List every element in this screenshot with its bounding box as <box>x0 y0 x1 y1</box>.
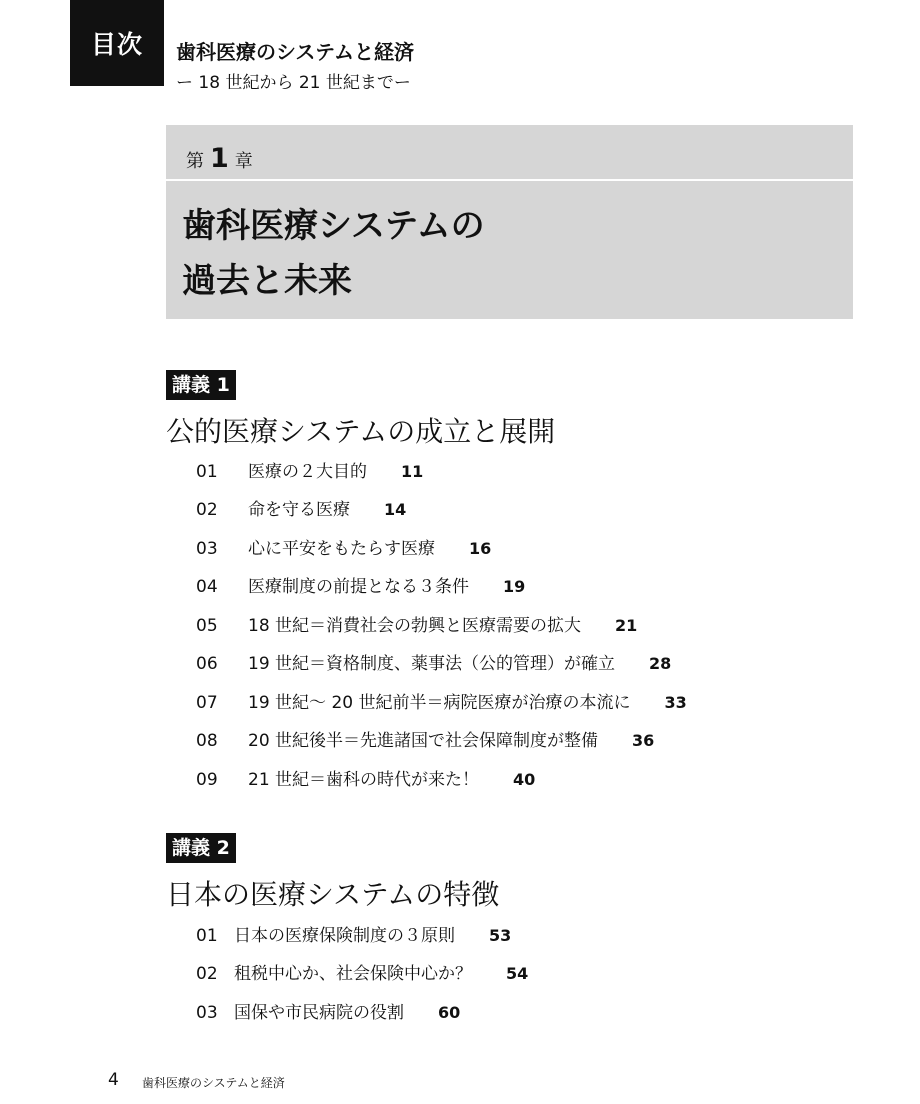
entry-number: 08 <box>196 731 218 751</box>
chapter-suffix: 章 <box>234 151 253 172</box>
toc-entry[interactable] <box>196 495 406 520</box>
footer-page-number: 4 <box>108 1070 119 1090</box>
chapter-title-line: 歯科医療システムの <box>182 206 485 246</box>
entry-title: 医療制度の前提となる３条件 <box>248 577 469 597</box>
entry-number: 02 <box>196 964 218 984</box>
entry-number: 03 <box>196 1003 218 1023</box>
entry-number: 02 <box>196 500 218 520</box>
toc-entry[interactable] <box>196 611 637 636</box>
lecture-badge: 講義 1 <box>166 370 236 400</box>
toc-entry[interactable] <box>196 572 525 597</box>
book-subtitle: ー 18 世紀から 21 世紀までー <box>176 73 411 93</box>
book-title: 歯科医療のシステムと経済 <box>176 40 414 64</box>
toc-entry[interactable] <box>196 765 535 790</box>
entry-number: 05 <box>196 616 218 636</box>
entry-number: 04 <box>196 577 218 597</box>
entry-number: 01 <box>196 926 218 946</box>
toc-entry[interactable] <box>196 998 460 1023</box>
entry-page: 19 <box>503 577 526 596</box>
toc-tab-label: 目次 <box>90 30 143 59</box>
entry-title: 心に平安をもたらす医療 <box>248 539 435 559</box>
entry-page: 60 <box>438 1003 461 1022</box>
entry-page: 54 <box>506 964 529 983</box>
toc-entry[interactable] <box>196 959 528 984</box>
lecture-title: 日本の医療システムの特徴 <box>166 878 500 911</box>
chapter-heading-box <box>166 125 853 319</box>
toc-entry[interactable] <box>196 726 654 751</box>
entry-page: 28 <box>649 654 672 673</box>
lecture-title: 公的医療システムの成立と展開 <box>166 415 556 448</box>
entry-page: 11 <box>401 462 424 481</box>
entry-title: 医療の２大目的 <box>248 462 367 482</box>
entry-page: 21 <box>615 616 638 635</box>
entry-number: 01 <box>196 462 218 482</box>
toc-entry[interactable] <box>196 688 687 713</box>
chapter-title <box>182 199 485 309</box>
chapter-divider <box>166 179 853 181</box>
entry-title: 国保や市民病院の役割 <box>234 1003 404 1023</box>
entry-page: 40 <box>513 770 536 789</box>
entry-title: 日本の医療保険制度の３原則 <box>234 926 455 946</box>
entry-title: 租税中心か、社会保険中心か？ <box>234 964 472 984</box>
entry-page: 14 <box>384 500 407 519</box>
lecture-badge: 講義 2 <box>166 833 236 863</box>
entry-page: 33 <box>664 693 687 712</box>
entry-title: 20 世紀後半＝先進諸国で社会保障制度が整備 <box>248 731 599 751</box>
entry-title: 命を守る医療 <box>248 500 350 520</box>
toc-entry[interactable] <box>196 649 671 674</box>
entry-number: 03 <box>196 539 218 559</box>
entry-number: 09 <box>196 770 218 790</box>
chapter-number: 1 <box>210 143 229 174</box>
footer-book-title: 歯科医療のシステムと経済 <box>142 1076 285 1090</box>
entry-number: 07 <box>196 693 218 713</box>
entry-title: 19 世紀～ 20 世紀前半＝病院医療が治療の本流に <box>248 693 631 713</box>
toc-tab <box>70 0 164 86</box>
toc-entry[interactable] <box>196 457 423 482</box>
toc-entry[interactable] <box>196 534 491 559</box>
chapter-label <box>186 143 253 174</box>
entry-page: 36 <box>632 731 655 750</box>
entry-page: 53 <box>489 926 512 945</box>
entry-number: 06 <box>196 654 218 674</box>
toc-entry[interactable] <box>196 921 511 946</box>
entry-page: 16 <box>469 539 492 558</box>
chapter-prefix: 第 <box>186 151 204 172</box>
chapter-title-line: 過去と未来 <box>182 261 352 301</box>
entry-title: 21 世紀＝歯科の時代が来た！ <box>248 770 480 790</box>
entry-title: 19 世紀＝資格制度、薬事法（公的管理）が確立 <box>248 654 616 674</box>
entry-title: 18 世紀＝消費社会の勃興と医療需要の拡大 <box>248 616 582 636</box>
